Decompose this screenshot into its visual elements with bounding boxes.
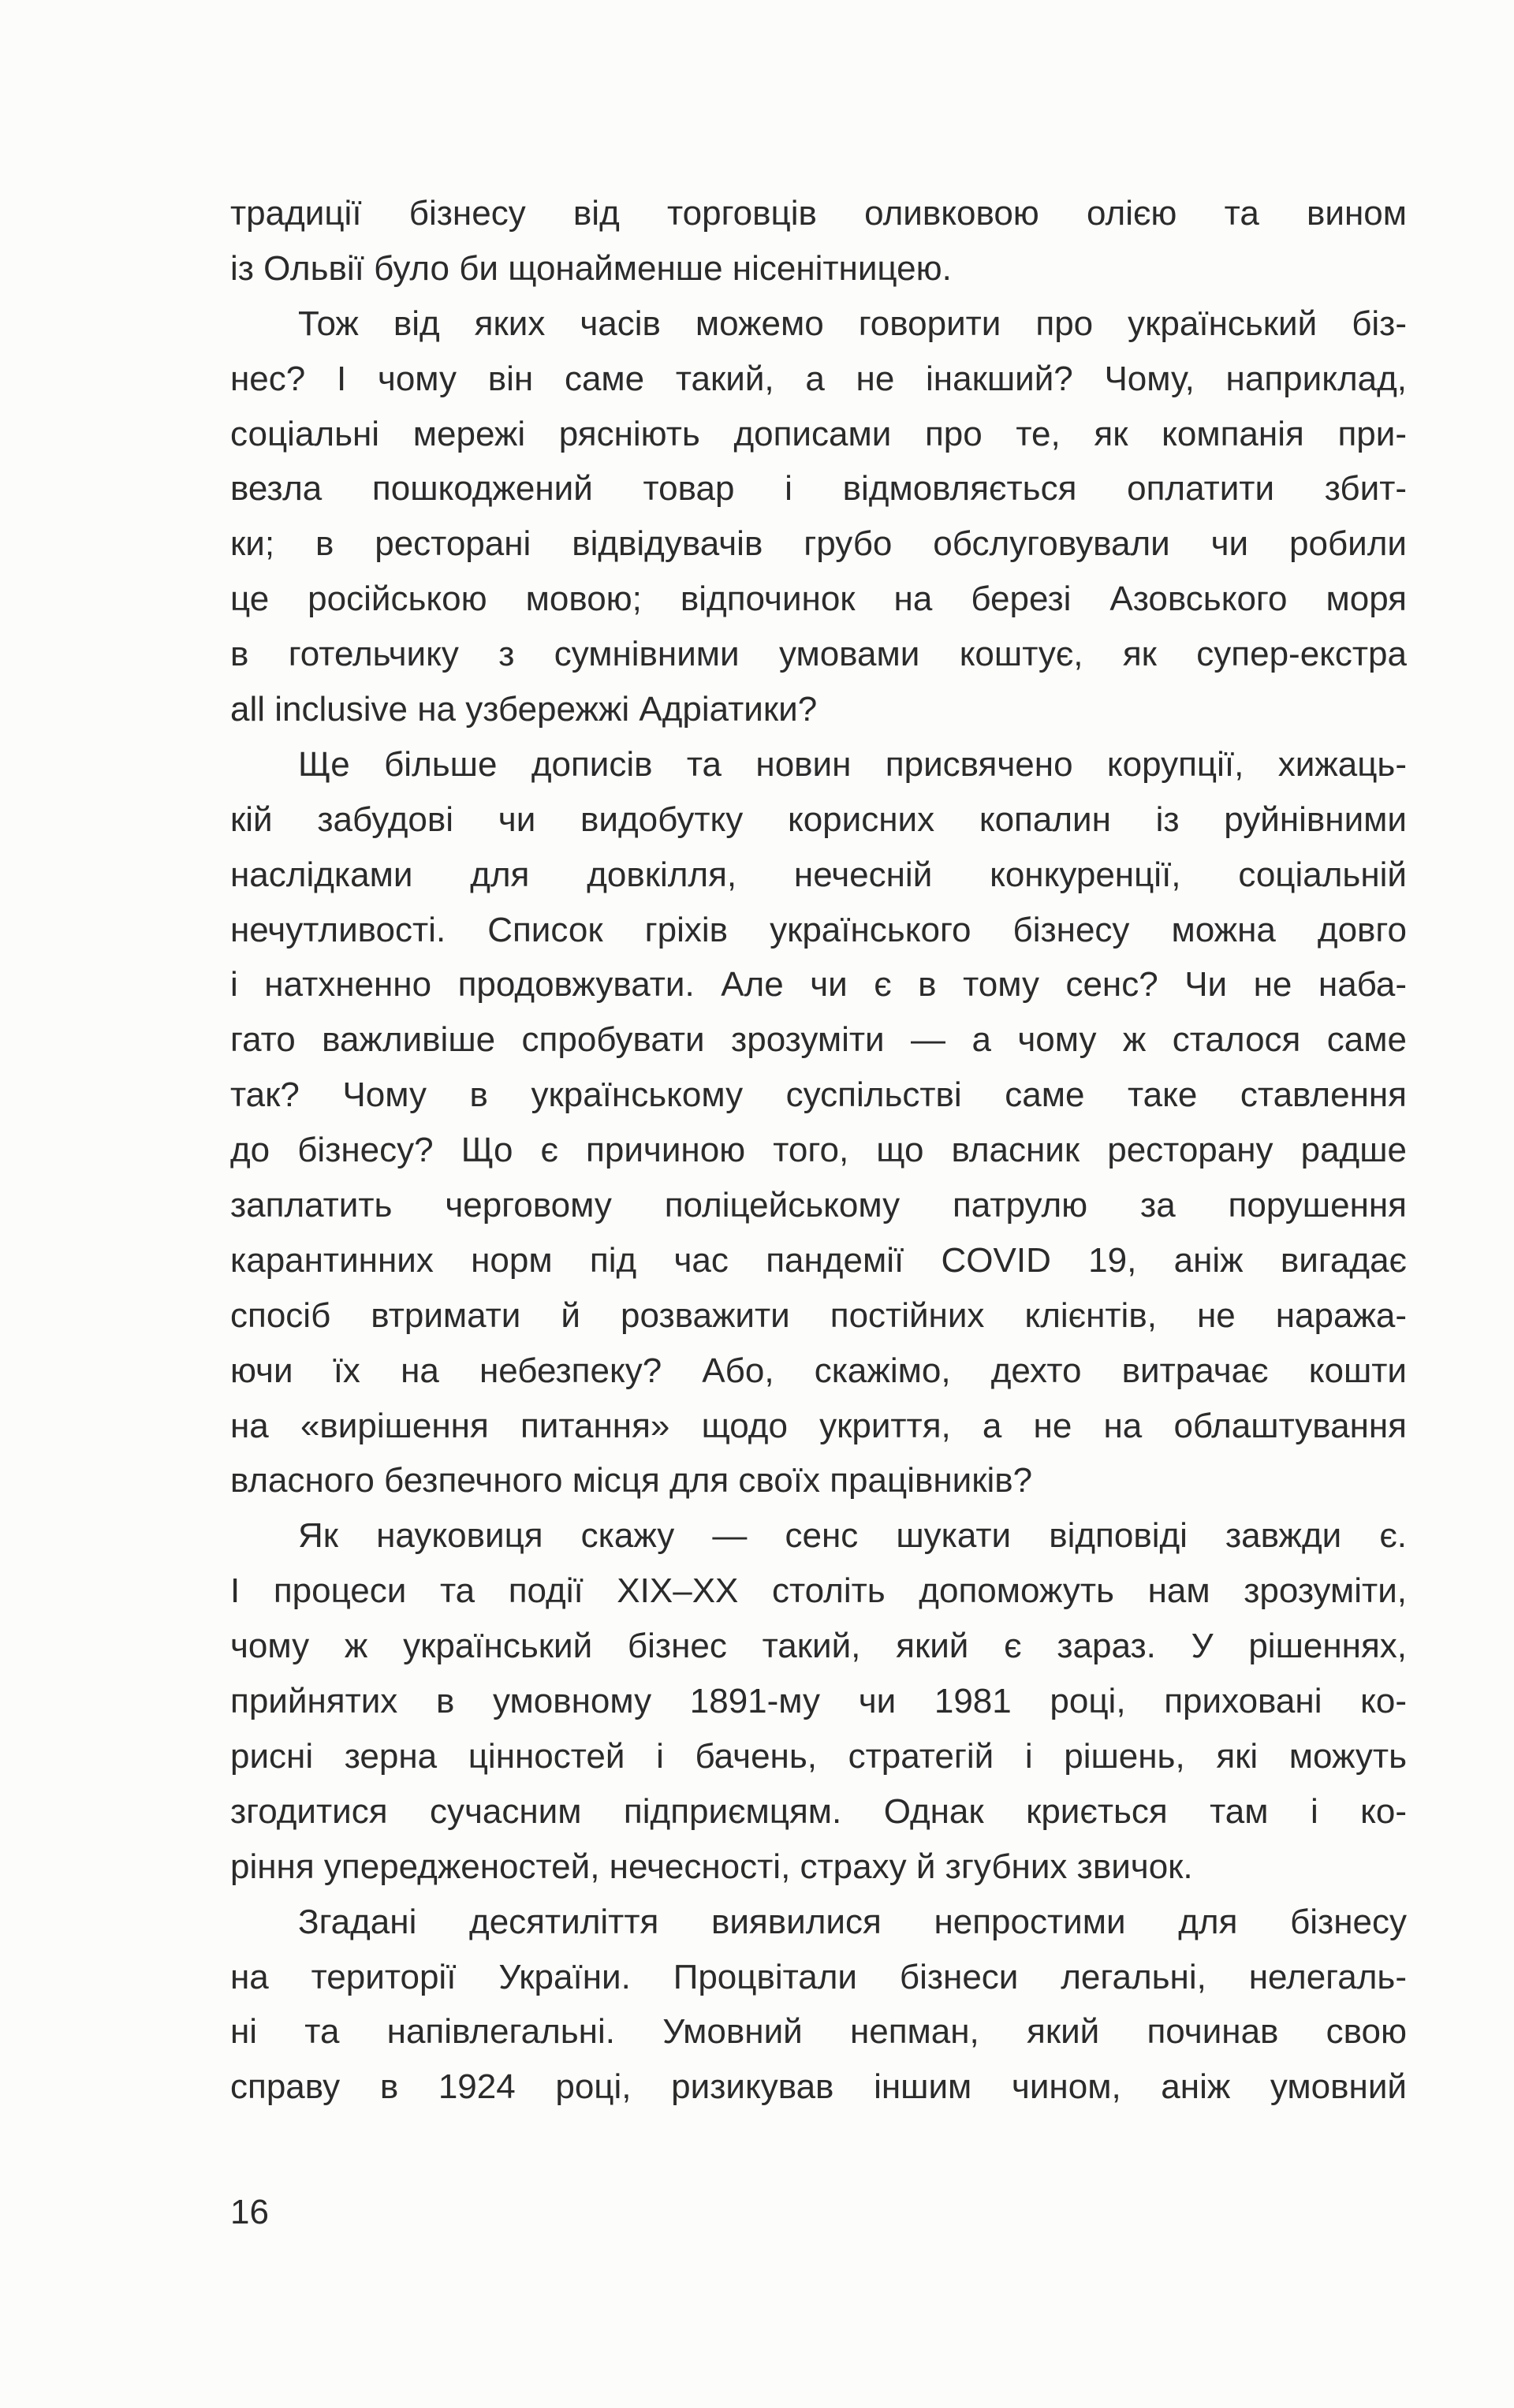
- text-line: нечутливості. Список гріхів українського бізнесу можна довго: [230, 910, 1407, 949]
- text-line: кій забудові чи видобутку корисних копалин із руйнівними: [230, 800, 1407, 839]
- text-line: all inclusive на узбережжі Адріатики?: [230, 690, 818, 729]
- text-line: спосіб втримати й розважити постійних клієнтів, не наража-: [230, 1295, 1407, 1335]
- text-line: і натхненно продовжувати. Але чи є в тому сенс? Чи не наба-: [230, 965, 1407, 1005]
- text-line: в готельчику з сумнівними умовами коштує, як супер-екстра: [230, 635, 1407, 674]
- text-line: нес? І чому він саме такий, а не інакший? Чому, наприклад,: [230, 359, 1407, 398]
- paragraph: [230, 1508, 1407, 1894]
- text-line: ючи їх на небезпеку? Або, скажімо, дехто витрачає кошти: [230, 1351, 1407, 1390]
- text-line: Тож від яких часів можемо говорити про український біз-: [298, 304, 1407, 343]
- text-line: чому ж український бізнес такий, який є зараз. У рішеннях,: [230, 1627, 1407, 1666]
- text-line: на «вирішення питання» щодо укриття, а не на облаштування: [230, 1406, 1407, 1445]
- text-line: І процеси та події XIX–XX століть допоможуть нам зрозуміти,: [230, 1571, 1407, 1611]
- text-line: на території України. Процвітали бізнеси легальні, нелегаль-: [230, 1957, 1407, 1996]
- text-line: карантинних норм під час пандемії COVID 19, аніж вигадає: [230, 1240, 1407, 1280]
- page-body-text: [230, 186, 1407, 2115]
- text-line: везла пошкоджений товар і відмовляється оплатити збит-: [230, 469, 1407, 509]
- paragraph: [230, 1895, 1407, 2115]
- paragraph: [230, 737, 1407, 1508]
- text-line: традиції бізнесу від торговців оливковою олією та вином: [230, 194, 1407, 233]
- paragraph: [230, 296, 1407, 737]
- text-line: Ще більше дописів та новин присвячено корупції, хижаць-: [298, 744, 1407, 784]
- text-line: це російською мовою; відпочинок на березі Азовського моря: [230, 580, 1407, 619]
- text-line: прийнятих в умовному 1891-му чи 1981 році, приховані ко-: [230, 1682, 1407, 1721]
- page-number: 16: [230, 2193, 269, 2231]
- text-line: власного безпечного місця для своїх працівників?: [230, 1461, 1033, 1500]
- text-line: Як науковиця скажу — сенс шукати відповіді завжди є.: [298, 1516, 1407, 1556]
- text-line: соціальні мережі рясніють дописами про те, як компанія при-: [230, 414, 1407, 453]
- text-line: заплатить черговому поліцейському патрулю за порушення: [230, 1186, 1407, 1225]
- text-line: Згадані десятиліття виявилися непростими для бізнесу: [298, 1902, 1407, 1941]
- text-line: із Ольвії було би щонайменше нісенітницею.: [230, 248, 952, 288]
- paragraph: [230, 186, 1407, 296]
- text-line: справу в 1924 році, ризикував іншим чином, аніж умовний: [230, 2067, 1407, 2107]
- text-line: згодитися сучасним підприємцям. Однак криється там і ко-: [230, 1791, 1407, 1831]
- text-line: наслідками для довкілля, нечесній конкуренції, соціальній: [230, 855, 1407, 894]
- text-line: ки; в ресторані відвідувачів грубо обслуговували чи робили: [230, 524, 1407, 564]
- text-line: ріння упередженостей, нечесності, страху й згубних звичок.: [230, 1847, 1193, 1886]
- text-line: до бізнесу? Що є причиною того, що власник ресторану радше: [230, 1131, 1407, 1170]
- text-line: так? Чому в українському суспільстві саме таке ставлення: [230, 1075, 1407, 1115]
- text-line: ні та напівлегальні. Умовний непман, який починав свою: [230, 2012, 1407, 2052]
- text-line: рисні зерна цінностей і бачень, стратегій і рішень, які можуть: [230, 1736, 1407, 1776]
- text-line: гато важливіше спробувати зрозуміти — а чому ж сталося саме: [230, 1020, 1407, 1060]
